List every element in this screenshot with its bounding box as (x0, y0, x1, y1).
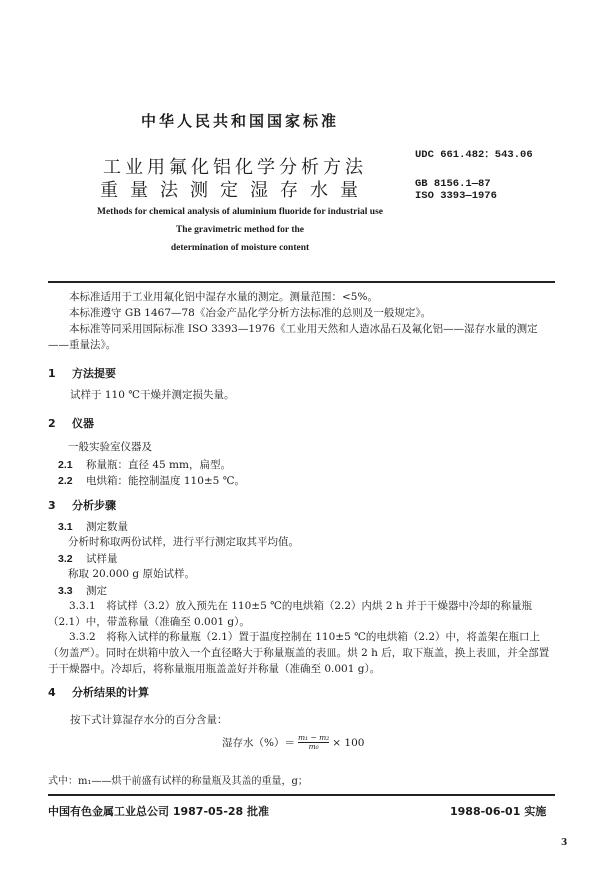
intro-scope: 本标准适用于工业用氟化铝中湿存水量的测定。测量范围：<5%。 (69, 291, 378, 303)
item-3-3-1: 3.3.1 将试样（3.2）放入预先在 110±5 ℃的电烘箱（2.2）内烘 2 h 并于干燥器中冷却的称量瓶（2.1）中，带盖称量（准确至 0.001 g）。 (48, 600, 533, 628)
formula-numerator: m₁ − m₂ (297, 733, 330, 742)
section-2-text: 一般实验室仪器及 (68, 441, 152, 453)
formula-lhs: 湿存水（%）＝ (222, 737, 295, 749)
item-3-2-heading: 3.2 试样量 (58, 553, 118, 565)
item-3-3-2: 3.3.2 将称入试样的称量瓶（2.1）置于温度控制在 110±5 ℃的电烘箱（2.2）中，将盖架在瓶口上（勿盖严）。同时在烘箱中放入一个直径略大于称量瓶盖的表皿。烘 2 h 后，取下瓶盖，换上表皿，并全部置于干燥器中。冷却后，将称量瓶用瓶盖盖好并称量（准确至 0.001 g）。 (48, 631, 550, 675)
item-2-2: 2.2 电烘箱：能控制温度 110±5 ℃。 (58, 475, 245, 487)
item-3-1-heading: 3.1 测定数量 (58, 521, 128, 533)
item-3-3-heading: 3.3 测定 (58, 585, 107, 597)
iso-code: ISO 3393—1976 (415, 190, 497, 202)
gb-code: GB 8156.1—87 (415, 178, 491, 190)
section-2-heading: 2 仪器 (48, 417, 94, 430)
title-en-line2: The gravimetric method for the (175, 225, 305, 235)
approval-line: 中国有色金属工业总公司 1987-05-28 批准 (48, 805, 270, 818)
formula-rhs: × 100 (332, 736, 365, 749)
formula-where: 式中：m₁——烘干前盛有试样的称量瓶及其盖的重量，g； (48, 776, 308, 787)
header-divider (48, 281, 555, 283)
item-2-1: 2.1 称量瓶：直径 45 mm，扁型。 (58, 459, 231, 471)
udc-code: UDC 661.482：543.06 (415, 149, 533, 161)
item-3-2-text: 称取 20.000 g 原始试样。 (68, 568, 195, 580)
section-4-heading: 4 分析结果的计算 (48, 686, 149, 699)
footer-divider (48, 794, 555, 796)
section-1-text: 试样于 110 ℃干燥并测定损失量。 (70, 389, 235, 401)
item-3-1-text: 分析时称取两份试样，进行平行测定取其平均值。 (68, 536, 299, 548)
section-3-heading: 3 分析步骤 (48, 499, 116, 512)
national-standard-label: 中华人民共和国国家标准 (140, 112, 339, 130)
intro-equivalence: 本标准等同采用国际标准 ISO 3393—1976《工业用天然和人造冰晶石及氟化铝——湿存水量的测定——重量法》。 (48, 323, 538, 351)
title-en-line3: determination of moisture content (170, 243, 310, 253)
formula-fraction (298, 734, 329, 751)
title-cn-line2: 重量法测定湿存水量 (100, 180, 370, 201)
effective-date: 1988-06-01 实施 (450, 805, 547, 818)
moisture-formula (222, 734, 364, 751)
formula-denominator: m₀ (308, 742, 319, 751)
standard-codes (415, 178, 497, 202)
intro-compliance: 本标准遵守 GB 1467—78《冶金产品化学分析方法标准的总则及一般规定》。 (69, 307, 432, 319)
page-number: 3 (561, 838, 568, 848)
section-4-text: 按下式计算湿存水分的百分含量： (70, 714, 228, 726)
title-cn-line1: 工业用氟化铝化学分析方法 (103, 157, 367, 178)
title-en-line1: Methods for chemical analysis of aluminium fluoride for industrial use (97, 207, 383, 217)
section-1-heading: 1 方法提要 (48, 367, 116, 380)
